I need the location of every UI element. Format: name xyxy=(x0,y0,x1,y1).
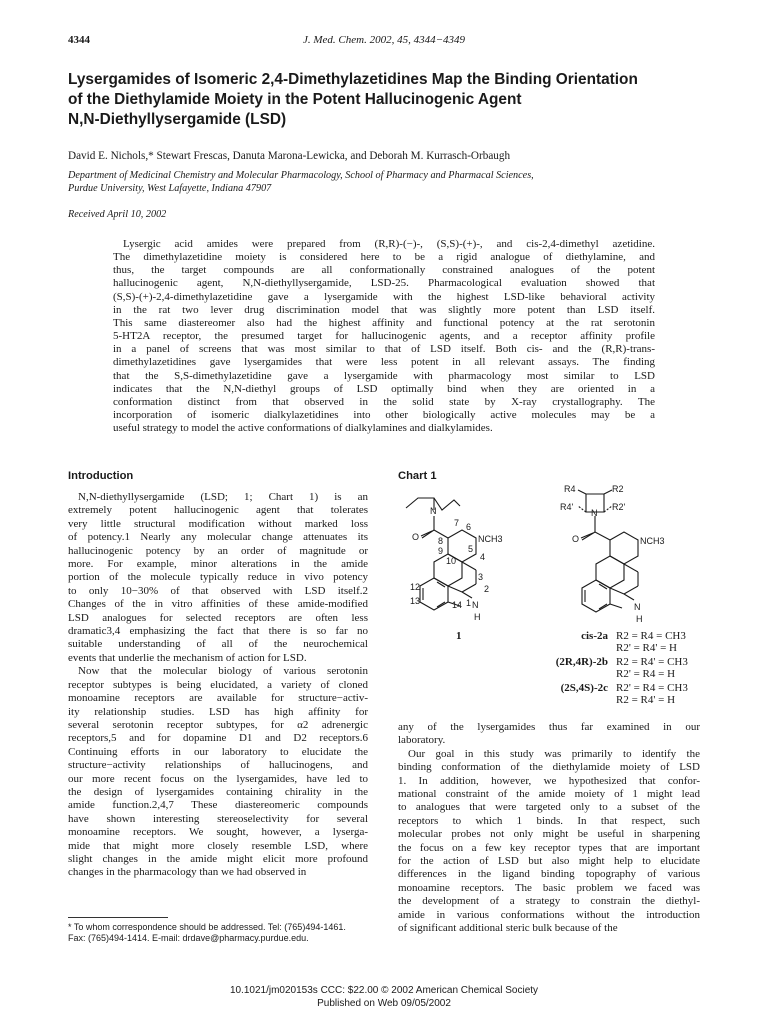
left-column-line: very little structural modification without marked loss xyxy=(68,517,368,530)
abstract-line: 5-HT2A receptor, the presumed target for hallucinogenic agents, and a receptor affinity profile xyxy=(113,330,655,343)
azetidine-atom-o: O xyxy=(572,534,580,544)
author-list: David E. Nichols,* Stewart Frescas, Danuta Marona-Lewicka, and Deborah M. Kurrasch-Orbaugh xyxy=(68,150,511,162)
abstract xyxy=(113,238,655,435)
left-column-line: the design of lysergamides containing chirality in the xyxy=(68,785,368,798)
right-column-line: receptors to which 1 binds. In that respect, such xyxy=(398,814,700,827)
locant-2: 2 xyxy=(484,584,490,594)
left-column-line: Continuing efforts in our laboratory to elucidate the xyxy=(68,745,368,758)
left-column-line: our more recent focus on the lysergamides, have led to xyxy=(68,772,368,785)
left-column-line: Changes of the in vitro affinities of these amide-modified xyxy=(68,598,368,611)
abstract-line: (S,S)-(+)-2,4-dimethylazetidine gave a lysergamide with the highest LSD-like behavioral activity xyxy=(113,290,655,303)
left-column-line: mide that might more closely resemble LSD, where xyxy=(68,839,368,852)
correspondence-footnote xyxy=(68,922,368,944)
abstract-line: The dimethylazetidine moiety is considered here to be a rigid analogue of diethylamine, and xyxy=(113,251,655,264)
azetidine-r2: R2 xyxy=(612,484,624,494)
left-column-line: suitable understanding of all of the neurochemical xyxy=(68,638,368,651)
abstract-line: This same diastereomer also had the highest affinity and functional potency at the rat serotonin xyxy=(113,316,655,329)
left-column-line: Now that the molecular biology of various serotonin xyxy=(78,665,368,678)
compound-label: (2S,4S)-2c xyxy=(560,682,608,694)
right-column-line: to analogues that were targeted only to a subset of the xyxy=(398,801,700,814)
azetidine-atom-nh: N xyxy=(634,602,641,612)
left-column-line: receptors,5 and for dopamine D1 and D2 receptors.6 xyxy=(68,732,368,745)
left-column-line: LSD analogues for selected receptors are often less xyxy=(68,611,368,624)
locant-3: 3 xyxy=(478,572,484,582)
title-line-3: N,N-Diethyllysergamide (LSD) xyxy=(68,111,287,128)
compound-row xyxy=(540,656,720,682)
title-line-1: Lysergamides of Isomeric 2,4-Dimethylazetidines Map the Binding Orientation xyxy=(68,71,638,88)
lsd-atom-h: H xyxy=(474,612,481,622)
locant-9: 9 xyxy=(438,546,444,556)
abstract-line: thus, the target compounds are all conformationally constrained analogues of the potent xyxy=(113,264,655,277)
compound-label: cis-2a xyxy=(581,630,608,642)
received-date: Received April 10, 2002 xyxy=(68,209,167,220)
right-column-line: 1. In addition, however, we hypothesized that confor- xyxy=(398,774,700,787)
lsd-atom-nh: N xyxy=(472,600,479,610)
abstract-line: dimethylazetidines gave lysergamides that were less potent in all relevant assays. The finding xyxy=(113,356,655,369)
right-column-line: molecular probes not only might be useful in sharpening xyxy=(398,828,700,841)
compound-substituents-2: R2' = R4' = H xyxy=(616,642,677,654)
right-column-text xyxy=(398,721,700,936)
abstract-line: conformation distinct from that observed in the solid state by X-ray crystallography. The xyxy=(113,395,655,408)
affiliation-line-1: Department of Medicinal Chemistry and Molecular Pharmacology, School of Pharmacy and Pharmacal Sciences, xyxy=(68,170,534,181)
lsd-atom-o: O xyxy=(412,532,420,542)
title-line-2: of the Diethylamide Moiety in the Potent Hallucinogenic Agent xyxy=(68,91,522,108)
abstract-line: in the rat two lever drug discrimination model that was slightly more potent than LSD itself. xyxy=(113,303,655,316)
left-column-line: have shown interesting stereoselectivity for several xyxy=(68,812,368,825)
compound-row xyxy=(540,682,720,708)
compound-substituents-2: R2 = R4' = H xyxy=(616,694,676,706)
right-column-line: mational constraint of the amide moiety of 1 might lead xyxy=(398,788,700,801)
compound-label: (2R,4R)-2b xyxy=(555,656,608,668)
compound-substituents-1: R2' = R4 = CH3 xyxy=(616,682,688,694)
abstract-line: Lysergic acid amides were prepared from (R,R)-(−)-, (S,S)-(+)-, and cis-2,4-dimethyl azetidine. xyxy=(123,238,655,250)
compound-table xyxy=(540,630,720,708)
locant-7: 7 xyxy=(454,518,460,528)
locant-13: 13 xyxy=(410,596,421,606)
locant-4: 4 xyxy=(480,552,486,562)
left-column-line: extremely potent hallucinogenic agent that tolerates xyxy=(68,504,368,517)
locant-8: 8 xyxy=(438,536,444,546)
compound-row xyxy=(540,630,720,656)
compound-substituents-1: R2 = R4 = CH3 xyxy=(616,630,686,642)
right-column-line: laboratory. xyxy=(398,734,446,747)
azetidine-atom-h: H xyxy=(636,614,643,624)
azetidine-atom-n: N xyxy=(591,508,598,518)
abstract-line: useful strategy to model the active conformations of dialkylamines and dialkylamides. xyxy=(113,422,493,435)
left-column-line: monoamine receptors. We sought, however, a lyserga- xyxy=(68,826,368,839)
azetidine-r2-prime: R2' xyxy=(612,502,626,512)
footnote-line-1: * To whom correspondence should be addressed. Tel: (765)494-1461. xyxy=(68,922,346,932)
footnote-rule xyxy=(68,917,168,918)
right-column-line: Our goal in this study was primarily to identify the xyxy=(408,747,700,760)
abstract-line: indicates that the N,N-diethyl groups of LSD optimally bind when they are oriented in a xyxy=(113,382,655,395)
left-column-line: monoamine receptors are available for structure−activ- xyxy=(68,692,368,705)
affiliation-line-2: Purdue University, West Lafayette, Indiana 47907 xyxy=(68,182,272,194)
right-column-line: binding conformation of the diethylamide moiety of LSD xyxy=(398,761,700,774)
right-column-line: differences in the ligand binding topography of various xyxy=(398,868,700,881)
azetidine-structure-bonds xyxy=(578,490,638,612)
locant-14: 14 xyxy=(452,600,463,610)
left-column-line: receptor subtypes is being elucidated, a variety of cloned xyxy=(68,678,368,691)
publication-date: Published on Web 09/05/2002 xyxy=(317,998,451,1009)
abstract-line: hallucinogenic agent, N,N-diethyllysergamide, LSD-25. Pharmacological evaluation showed that xyxy=(113,277,655,290)
left-column-line: slight changes in the amide might elicit more profound xyxy=(68,852,368,865)
page-number: 4344 xyxy=(68,34,90,46)
lsd-atom-nch3: NCH3 xyxy=(478,534,503,544)
abstract-line: incorporation of isomeric dialkylazetidines into other biologically active molecules may be a xyxy=(113,409,655,422)
left-column-line: more. For example, minor alterations in the amide xyxy=(68,558,368,571)
right-column-line: any of the lysergamides thus far examined in our xyxy=(398,721,700,733)
right-column-line: for the action of LSD but also might help to elucidate xyxy=(398,855,700,868)
abstract-line: in a panel of screens that was most similar to that of LSD itself. Both cis- and the (R,R)-trans- xyxy=(113,343,655,356)
right-column-line: monoamine receptors. The basic problem we faced was xyxy=(398,881,700,894)
left-column-line: structure−activity relationships of hallucinogens, and xyxy=(68,759,368,772)
chart-title: Chart 1 xyxy=(398,470,437,482)
left-column-line: N,N-diethyllysergamide (LSD; 1; Chart 1) is an xyxy=(78,491,368,503)
azetidine-r4: R4 xyxy=(564,484,576,494)
left-column-line: changes in the pharmacology than we had observed in xyxy=(68,866,307,879)
article-title xyxy=(68,70,718,130)
right-column-line: amide in various conformations without the introduction xyxy=(398,908,700,921)
left-column-line: dramatic3,4 emphasizing the fact that there is so far no xyxy=(68,625,368,638)
abstract-line: that the S,S-dimethylazetidine gave a lysergamide with pharmacology most similar to LSD xyxy=(113,369,655,382)
locant-5: 5 xyxy=(468,544,474,554)
compound-substituents-1: R2 = R4' = CH3 xyxy=(616,656,688,668)
azetidine-structure-labels xyxy=(560,484,665,624)
azetidine-atom-nch3: NCH3 xyxy=(640,536,665,546)
right-column-line: the development of a strategy to constrain the diethyl- xyxy=(398,895,700,908)
left-column-text xyxy=(68,491,368,880)
right-column-line: the focus on a few key receptor types that are important xyxy=(398,841,700,854)
locant-1: 1 xyxy=(466,598,472,608)
journal-citation: J. Med. Chem. 2002, 45, 4344−4349 xyxy=(302,34,465,46)
locant-10: 10 xyxy=(446,556,457,566)
left-column-line: of potency.1 Nearly any molecular change attenuates its xyxy=(68,531,368,544)
doi-copyright: 10.1021/jm020153s CCC: $22.00 © 2002 American Chemical Society xyxy=(229,985,539,996)
affiliation xyxy=(68,170,708,195)
left-column-line: events that underlie the mechanism of action for LSD. xyxy=(68,651,307,664)
footnote-line-2: Fax: (765)494-1414. E-mail: drdave@pharmacy.purdue.edu. xyxy=(68,933,309,943)
compound-1-label: 1 xyxy=(456,630,462,642)
left-column-line: to only 10−30% of that observed with LSD itself.2 xyxy=(68,584,368,597)
lsd-atom-n-amide: N xyxy=(430,506,437,516)
left-column-line: portion of the molecule typically reduce in vivo potency xyxy=(68,571,368,584)
left-column-line: amide function.2,4,7 These diastereomeric compounds xyxy=(68,799,368,812)
compound-substituents-2: R2' = R4 = H xyxy=(616,668,676,680)
left-column-line: ity relationship studies. LSD has high affinity for xyxy=(68,705,368,718)
right-column-line: of significant additional steric bulk because of the xyxy=(398,922,618,935)
introduction-heading: Introduction xyxy=(68,470,134,482)
locant-12: 12 xyxy=(410,582,421,592)
left-column-line: hallucinogenic potency by an order of magnitude or xyxy=(68,544,368,557)
left-column-line: several serotonin receptor subtypes, for α2 adrenergic xyxy=(68,718,368,731)
locant-6: 6 xyxy=(466,522,472,532)
azetidine-r4-prime: R4' xyxy=(560,502,574,512)
